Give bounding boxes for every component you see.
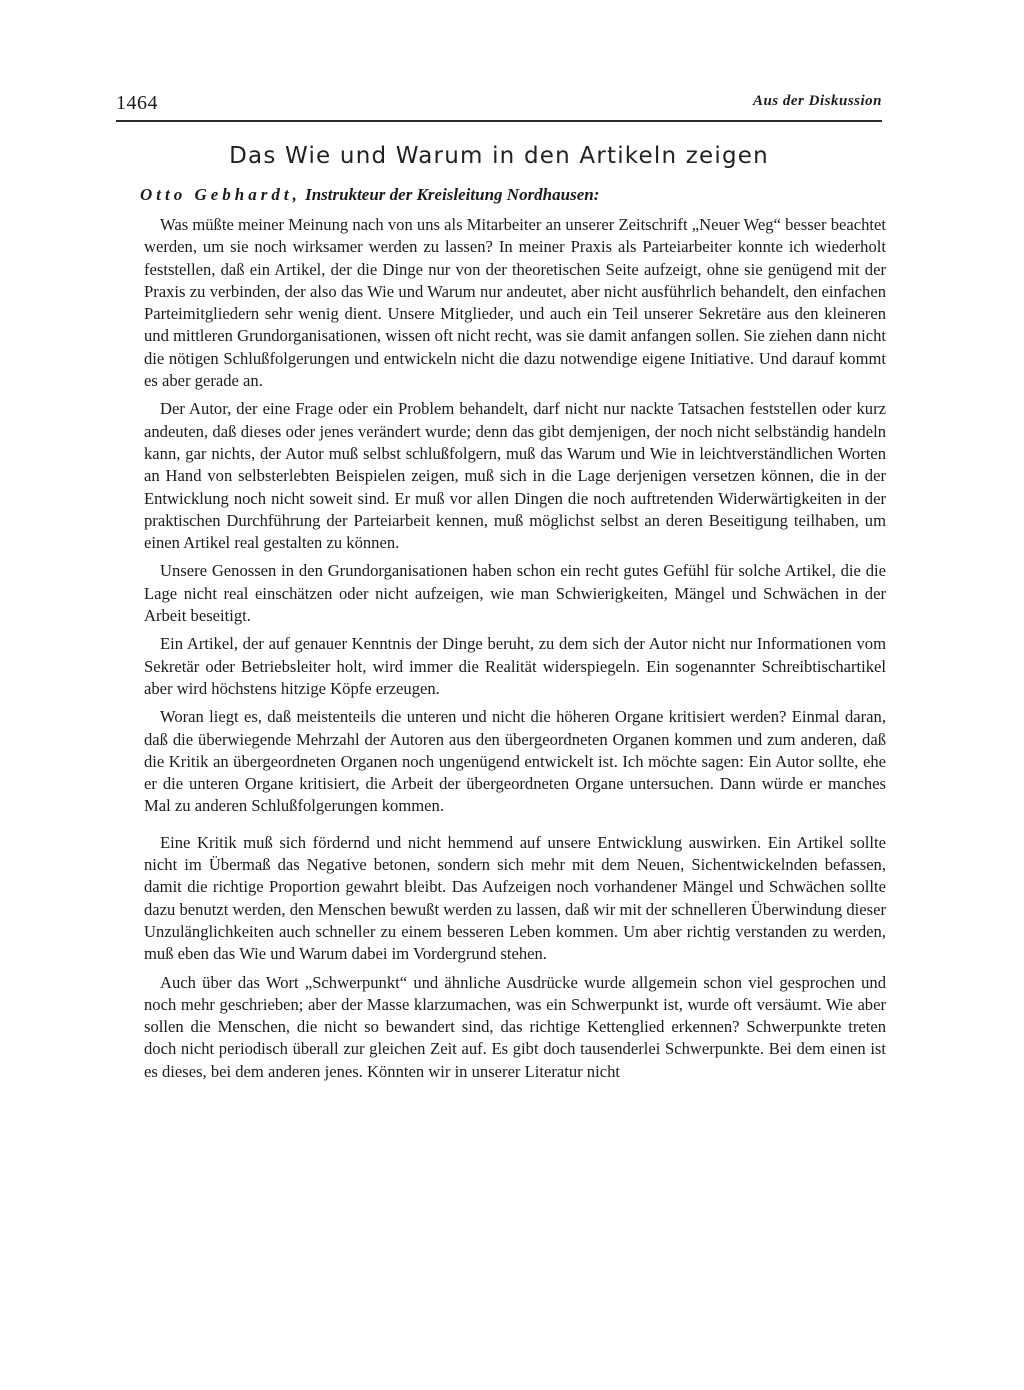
article-title: Das Wie und Warum in den Artikeln zeigen bbox=[229, 143, 769, 169]
paragraph: Auch über das Wort „Schwerpunkt“ und ähnliche Ausdrücke wurde allgemein schon viel gesprochen und noch mehr geschrieben; aber der Masse klarzumachen, was ein Schwerpunkt ist, wurde oft versäumt. Wie aber sollen die Menschen, die nicht so bewandert sind, das richtige Kettenglied erkennen? Schwerpunkte treten doch nicht periodisch überall zur gleichen Zeit auf. Es gibt doch tausenderlei Schwerpunkte. Bei dem einen ist es dieses, bei dem anderen jenes. Könnten wir in unserer Literatur nicht bbox=[144, 972, 886, 1081]
running-header bbox=[116, 86, 882, 122]
paragraph: Woran liegt es, daß meistenteils die unteren und nicht die höheren Organe kritisiert werden? Einmal daran, daß die überwiegende Mehrzahl der Autoren aus den übergeordneten Organen kommen und zum anderen, daß die Kritik an übergeordneten Organen noch ungenügend entwickelt ist. Ich möchte sagen: Ein Autor sollte, ehe er die unteren Organe kritisiert, die Arbeit der übergeordneten Organe untersuchen. Dann würde er manches Mal zu anderen Schlußfolgerungen kommen. bbox=[144, 707, 886, 816]
paragraph: Der Autor, der eine Frage oder ein Problem behandelt, darf nicht nur nackte Tatsachen feststellen oder kurz andeuten, daß dieses oder jenes verändert wurde; denn das gibt demjenigen, der noch nicht selbständig handeln kann, gar nichts, der Autor muß selbst schlußfolgern, muß das Warum und Wie in leichtverständlichen Worten an Hand von selbsterlebten Beispielen zeigen, muß sich in die Lage derjenigen versetzen können, die in der Entwicklung noch nicht soweit sind. Er muß vor allen Dingen die noch auftretenden Widerwärtigkeiten in der praktischen Durchführung der Parteiarbeit kennen, muß möglichst selbst an deren Beseitigung teilhaben, um einen Artikel real gestalten zu können. bbox=[144, 399, 886, 553]
paragraph: Unsere Genossen in den Grundorganisationen haben schon ein recht gutes Gefühl für solche Artikel, die die Lage nicht real einschätzen oder nicht aufzeigen, wie man Schwierigkeiten, Mängel und Schwächen in der Arbeit beseitigt. bbox=[144, 561, 886, 626]
paragraph: Ein Artikel, der auf genauer Kenntnis der Dinge beruht, zu dem sich der Autor nicht nur Informationen vom Sekretär oder Betriebsleiter holt, wird immer die Realität widerspiegeln. Ein sogenannter Schreibtischartikel aber wird höchstens hitzige Köpfe erzeugen. bbox=[144, 634, 886, 698]
byline bbox=[140, 185, 882, 205]
article-body bbox=[144, 214, 886, 1083]
page-number: 1464 bbox=[116, 92, 158, 114]
paragraph: Eine Kritik muß sich fördernd und nicht hemmend auf unsere Entwicklung auswirken. Ein Artikel sollte nicht im Übermaß das Negative betonen, sondern sich mehr mit dem Neuen, Sichentwickelnden befassen, damit die richtige Proportion gewahrt bleibt. Das Aufzeigen noch vorhandener Mängel und Schwächen sollte dazu benutzt werden, den Menschen bewußt werden zu lassen, daß wir mit der schnelleren Überwindung dieser Unzulänglichkeiten auch schneller zu einem besseren Leben kommen. Um aber richtig verstanden zu werden, muß eben das Wie und Warum dabei im Vordergrund stehen. bbox=[144, 832, 886, 964]
author-role: Instrukteur der Kreisleitung Nordhausen: bbox=[305, 185, 600, 204]
paragraph: Was müßte meiner Meinung nach von uns als Mitarbeiter an unserer Zeitschrift „Neuer Weg“ besser beachtet werden, um sie noch wirksamer werden zu lassen? In meiner Praxis als Parteiarbeiter konnte ich wiederholt feststellen, daß ein Artikel, der die Dinge nur von der theoretischen Seite aufzeigt, ohne sie genügend mit der Praxis zu verbinden, der also das Wie und Warum nur andeutet, aber nicht ausführlich behandelt, den einfachen Parteimitgliedern sehr wenig dient. Unsere Mitglieder, und auch ein Teil unserer Sekretäre aus den kleineren und mittleren Grundorganisationen, wissen oft nicht recht, was sie damit anfangen sollen. Sie ziehen dann nicht die nötigen Schlußfolgerungen und entwickeln nicht die dazu notwendige eigene Initiative. Und darauf kommt es aber gerade an. bbox=[144, 215, 886, 391]
author-name: Otto Gebhardt, bbox=[140, 185, 301, 204]
section-label: Aus der Diskussion bbox=[752, 93, 882, 109]
